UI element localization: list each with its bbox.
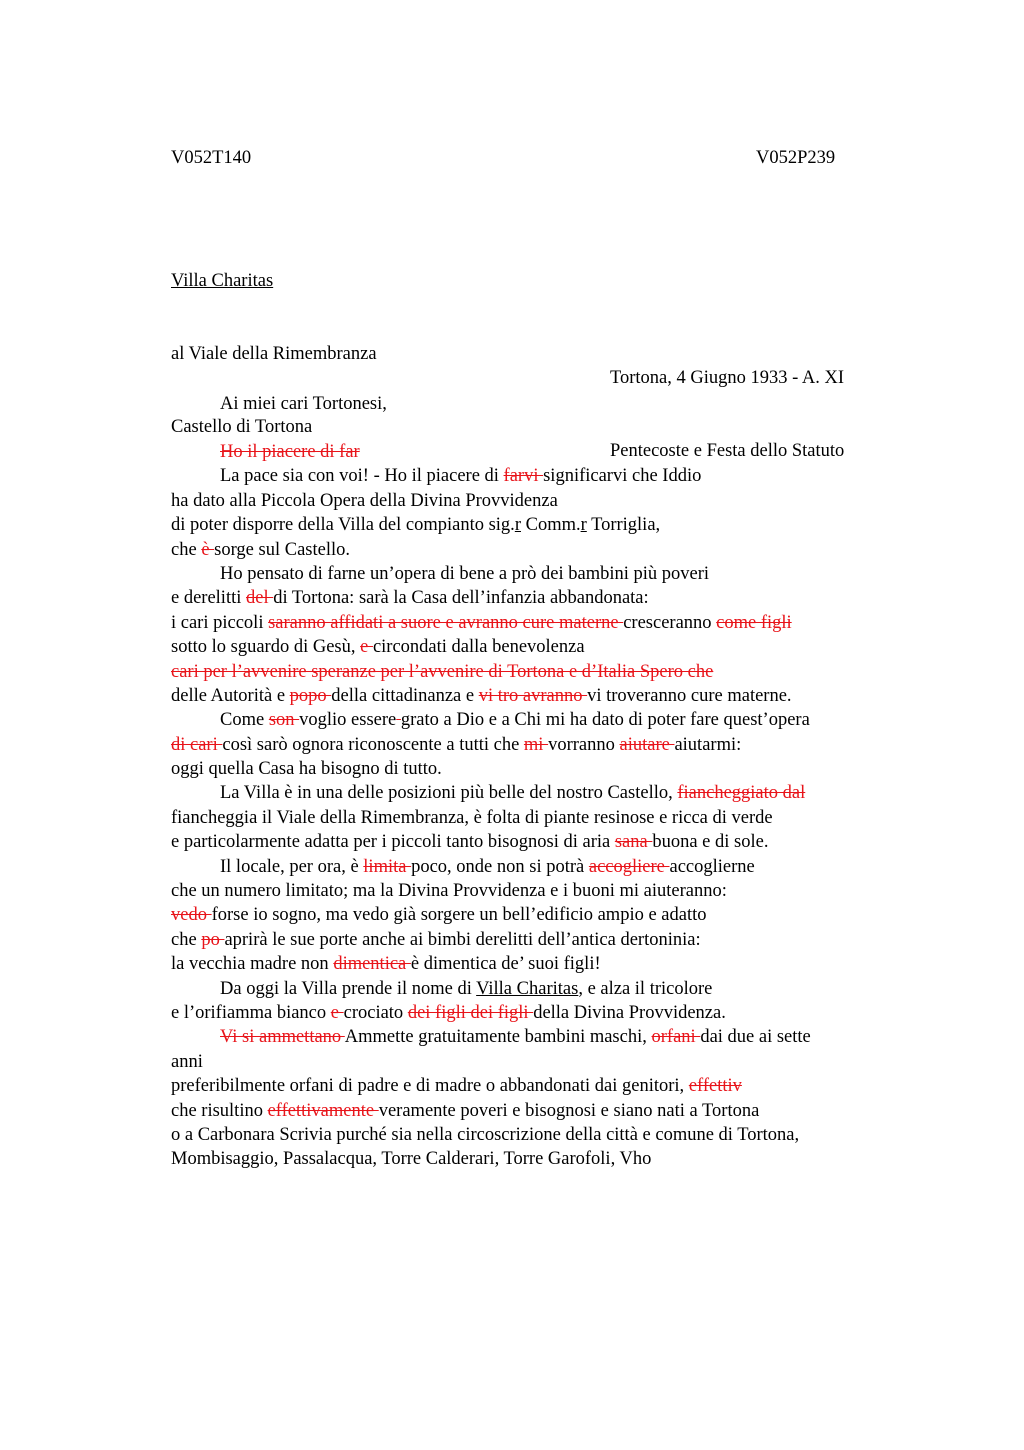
body-line <box>171 757 911 781</box>
line-text: buona e di sole. <box>652 832 769 853</box>
deleted-text: e <box>330 1002 344 1023</box>
line-text: la vecchia madre non <box>171 954 334 975</box>
letter-body <box>171 440 911 1172</box>
line-text: e derelitti <box>171 588 246 609</box>
body-line <box>171 489 911 513</box>
deleted-text: come figli <box>716 612 792 633</box>
line-text: è dimentica de’ suoi figli! <box>410 954 601 975</box>
line-text: aiutarmi: <box>674 734 742 755</box>
underlined-text: r <box>580 515 587 536</box>
line-text: forse io sogno, ma vedo già sorgere un bell’edificio ampio e adatto <box>211 905 707 926</box>
body-line <box>171 513 911 537</box>
body-line <box>171 1050 911 1074</box>
line-text: e particolarmente adatta per i piccoli tanto bisognosi di aria <box>171 832 615 853</box>
deleted-text: fiancheggiato dal <box>677 783 806 804</box>
address-block <box>171 220 377 464</box>
body-line <box>171 684 911 708</box>
line-text: ha dato alla Piccola Opera della Divina Provvidenza <box>171 490 558 511</box>
line-text: grato a Dio e a Chi mi ha dato di poter fare quest’opera <box>400 710 810 731</box>
body-line <box>171 781 911 805</box>
line-text: La pace sia con voi! - Ho il piacere di <box>220 466 504 487</box>
deleted-text: mi <box>523 734 549 755</box>
body-line <box>171 1099 911 1123</box>
address-villa-name: Villa Charitas <box>171 270 274 291</box>
line-text: sorge sul Castello. <box>214 539 350 560</box>
line-text: sotto lo sguardo di Gesù, <box>171 637 361 658</box>
deleted-text: Vi si ammettano <box>220 1027 345 1048</box>
body-line <box>171 586 911 610</box>
dateline-date: Tortona, 4 Giugno 1933 - A. XI <box>610 367 845 388</box>
line-text: La Villa è in una delle posizioni più belle del nostro Castello, <box>220 783 678 804</box>
line-text: preferibilmente orfani di padre e di madre o abbandonati dai genitori, <box>171 1076 689 1097</box>
body-line <box>171 708 911 732</box>
line-text: anni <box>171 1051 203 1072</box>
line-text: che <box>171 929 202 950</box>
body-line <box>171 1025 911 1049</box>
deleted-text: vedo <box>171 905 212 926</box>
line-text: Ho pensato di farne un’opera di bene a prò dei bambini più poveri <box>220 563 710 584</box>
line-text: Da oggi la Villa prende il nome di <box>220 978 477 999</box>
body-line <box>171 635 911 659</box>
address-place: Castello di Tortona <box>171 417 313 438</box>
deleted-text: saranno affidati a suore e avranno cure materne <box>268 612 624 633</box>
line-text: vorranno <box>548 734 620 755</box>
deleted-text: è <box>201 539 215 560</box>
body-line <box>171 879 911 903</box>
line-text: Torriglia, <box>586 515 661 536</box>
line-text: fiancheggia il Viale della Rimembranza, è folta di piante resinose e ricca di verde <box>171 807 773 828</box>
line-text: accoglierne <box>669 856 755 877</box>
body-line <box>171 830 911 854</box>
body-line <box>171 538 911 562</box>
line-text: delle Autorità e <box>171 685 290 706</box>
body-line <box>171 1001 911 1025</box>
deleted-text: son <box>268 710 300 731</box>
underlined-text: r <box>514 515 521 536</box>
line-text: circondati dalla benevolenza <box>372 637 585 658</box>
line-text: di Tortona: sarà la Casa dell’infanzia abbandonata: <box>273 588 649 609</box>
line-text: voglio essere <box>299 710 397 731</box>
body-line <box>171 464 911 488</box>
deleted-text: cari per l’avvenire speranze per l’avvenire di Tortona e d’Italia Spero che <box>171 661 714 682</box>
body-line <box>171 977 911 1001</box>
line-text: della Divina Provvidenza. <box>533 1002 726 1023</box>
deleted-text: dimentica <box>333 954 411 975</box>
line-text: dai due ai sette <box>700 1027 811 1048</box>
line-text: così sarò ognora riconoscente a tutti che <box>222 734 524 755</box>
dateline-occasion: Pentecoste e Festa dello Statuto <box>610 441 845 462</box>
body-line <box>171 1147 911 1171</box>
line-text: Comm. <box>520 515 581 536</box>
line-text: Mombisaggio, Passalacqua, Torre Calderari, Torre Garofoli, Vho <box>171 1149 652 1170</box>
line-text: i cari piccoli <box>171 612 269 633</box>
line-text: che <box>171 539 202 560</box>
line-text: che risultino <box>171 1100 268 1121</box>
line-text: e l’orifiamma bianco <box>171 1002 331 1023</box>
line-text: che un numero limitato; ma la Divina Provvidenza e i buoni mi aiuteranno: <box>171 881 727 902</box>
body-line <box>171 806 911 830</box>
body-line <box>171 440 911 464</box>
deleted-text: dei figli dei figli <box>407 1002 534 1023</box>
line-text: crociato <box>343 1002 408 1023</box>
left-document-code: V052T140 <box>171 148 252 168</box>
line-text: vi troveranno cure materne. <box>587 685 792 706</box>
deleted-text: vi tro avranno <box>478 685 588 706</box>
deleted-text: sana <box>614 832 653 853</box>
deleted-text: effettivamente <box>267 1100 379 1121</box>
salutation: Ai miei cari Tortonesi, <box>220 394 387 414</box>
line-text: o a Carbonara Scrivia purché sia nella circoscrizione della città e comune di Tortona, <box>171 1124 800 1145</box>
line-text: di poter disporre della Villa del compianto sig. <box>171 515 515 536</box>
deleted-text: popo <box>289 685 332 706</box>
deleted-text: orfani <box>651 1027 701 1048</box>
body-line <box>171 562 911 586</box>
line-text: , e alza il tricolore <box>578 978 713 999</box>
body-line <box>171 1123 911 1147</box>
body-line <box>171 855 911 879</box>
line-text: Ammette gratuitamente bambini maschi, <box>344 1027 652 1048</box>
body-line <box>171 903 911 927</box>
deleted-text: limita <box>363 856 412 877</box>
body-line <box>171 928 911 952</box>
deleted-text: accogliere <box>588 856 670 877</box>
deleted-text: di cari <box>171 734 223 755</box>
deleted-text: effettiv <box>688 1076 742 1097</box>
line-text: Come <box>220 710 269 731</box>
line-text: della cittadinanza e <box>331 685 479 706</box>
deleted-text: farvi <box>503 466 544 487</box>
line-text: Il locale, per ora, è <box>220 856 364 877</box>
address-street: al Viale della Rimembranza <box>171 344 377 365</box>
body-line <box>171 733 911 757</box>
line-text: oggi quella Casa ha bisogno di tutto. <box>171 759 442 780</box>
body-line <box>171 611 911 635</box>
body-line <box>171 952 911 976</box>
deleted-text: del <box>246 588 274 609</box>
line-text: significarvi che Iddio <box>543 466 702 487</box>
line-text: aprirà le sue porte anche ai bimbi derelitti dell’antica dertoninia: <box>224 929 701 950</box>
line-text: poco, onde non si potrà <box>411 856 589 877</box>
deleted-text: Ho il piacere di far <box>220 442 360 462</box>
deleted-text: aiutare <box>619 734 675 755</box>
body-line <box>171 1074 911 1098</box>
line-text: veramente poveri e bisognosi e siano nati a Tortona <box>378 1100 760 1121</box>
deleted-text: po <box>201 929 225 950</box>
body-line <box>171 660 911 684</box>
right-document-code: V052P239 <box>756 148 836 168</box>
line-text: cresceranno <box>623 612 717 633</box>
deleted-text: e <box>360 637 373 658</box>
underlined-text: Villa Charitas <box>476 978 579 999</box>
